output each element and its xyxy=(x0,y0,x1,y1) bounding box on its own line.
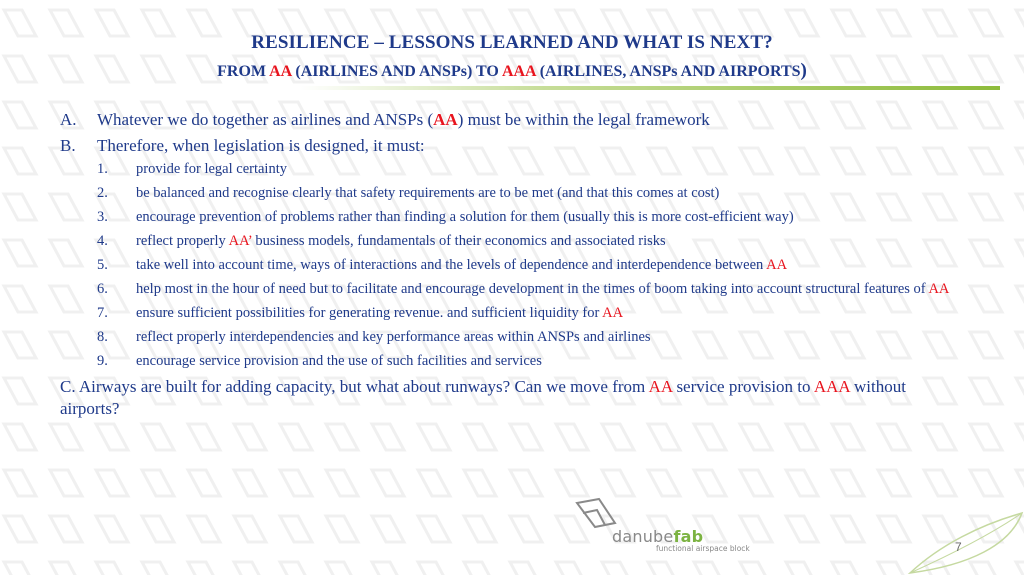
logo-name-part2: fab xyxy=(673,527,704,546)
list-item-7 xyxy=(97,304,965,324)
item-text: encourage service provision and the use of such facilities and services xyxy=(136,353,542,369)
list-marker: 5. xyxy=(97,257,108,273)
subtitle-close: ) xyxy=(800,60,807,81)
list-marker: 3. xyxy=(97,209,108,225)
subtitle-aa: AA xyxy=(269,63,292,80)
point-c-aaa: AAA xyxy=(813,377,850,396)
list-item-8 xyxy=(97,328,965,348)
list-marker: 2. xyxy=(97,185,108,201)
point-c-part2: service provision to xyxy=(672,377,814,396)
list-item-3 xyxy=(97,208,965,228)
page-number: 7 xyxy=(955,540,962,554)
point-c-aa: AA xyxy=(648,377,673,396)
item-text: ) must be within the legal framework xyxy=(457,110,710,129)
item-highlight: AA xyxy=(433,110,458,129)
item-text: reflect properly xyxy=(136,233,229,249)
subtitle-aaa: AAA xyxy=(501,63,536,80)
item-highlight: AA xyxy=(928,281,950,297)
list-marker: 4. xyxy=(97,233,108,249)
item-text: be balanced and recognise clearly that safety requirements are to be met (and that this comes at cost) xyxy=(136,185,720,201)
subtitle-part2: (AIRLINES AND ANSPs) TO xyxy=(291,63,502,80)
list-item-5 xyxy=(97,256,965,276)
list-marker: B. xyxy=(60,136,76,155)
list-marker: 1. xyxy=(97,161,108,177)
list-marker: 7. xyxy=(97,305,108,321)
item-highlight: AA xyxy=(766,257,788,273)
list-marker: 9. xyxy=(97,353,108,369)
subtitle-part1: FROM xyxy=(217,63,270,80)
point-c-part3: without airports? xyxy=(60,377,906,418)
slide-title: RESILIENCE – LESSONS LEARNED AND WHAT IS NEXT? xyxy=(251,32,773,53)
list-item-a xyxy=(60,108,965,132)
list-item-2 xyxy=(97,184,965,204)
point-c xyxy=(60,376,965,420)
leaf-icon xyxy=(900,505,1024,575)
item-highlight: AA xyxy=(602,305,624,321)
list-item-9 xyxy=(97,352,965,372)
sub-list xyxy=(97,160,965,372)
list-item-4 xyxy=(97,232,965,252)
point-c-part1: C. Airways are built for adding capacity, but what about runways? Can we move from xyxy=(60,377,649,396)
item-text: Therefore, when legislation is designed, it must: xyxy=(97,136,425,155)
item-text: Whatever we do together as airlines and ANSPs ( xyxy=(97,110,434,129)
item-text: encourage prevention of problems rather than finding a solution for them (usually this is more cost-efficient way) xyxy=(136,209,794,225)
list-marker: 8. xyxy=(97,329,108,345)
item-text: reflect properly interdependencies and key performance areas within ANSPs and airlines xyxy=(136,329,651,345)
list-item-b xyxy=(60,134,965,158)
list-item-1 xyxy=(97,160,965,180)
list-item-6 xyxy=(97,280,965,300)
list-marker: A. xyxy=(60,110,77,129)
slide-body xyxy=(60,108,965,420)
title-divider xyxy=(300,86,1000,90)
slide-subtitle xyxy=(0,60,1024,82)
item-highlight: AA’ xyxy=(228,233,252,249)
item-text: take well into account time, ways of interactions and the levels of dependence and interdependence between xyxy=(136,257,767,273)
item-text: ensure sufficient possibilities for generating revenue. and sufficient liquidity for xyxy=(136,305,603,321)
logo-name-part1: danube xyxy=(612,527,674,546)
list-marker: 6. xyxy=(97,281,108,297)
item-text: business models, fundamentals of their economics and associated risks xyxy=(251,233,666,249)
subtitle-part3: (AIRLINES, ANSPs AND AIRPORTS xyxy=(535,63,801,80)
item-text: provide for legal certainty xyxy=(136,161,287,177)
item-text: help most in the hour of need but to facilitate and encourage development in the times of boom taking into account structural features of xyxy=(136,281,929,297)
logo-tagline: functional airspace block xyxy=(656,544,750,553)
